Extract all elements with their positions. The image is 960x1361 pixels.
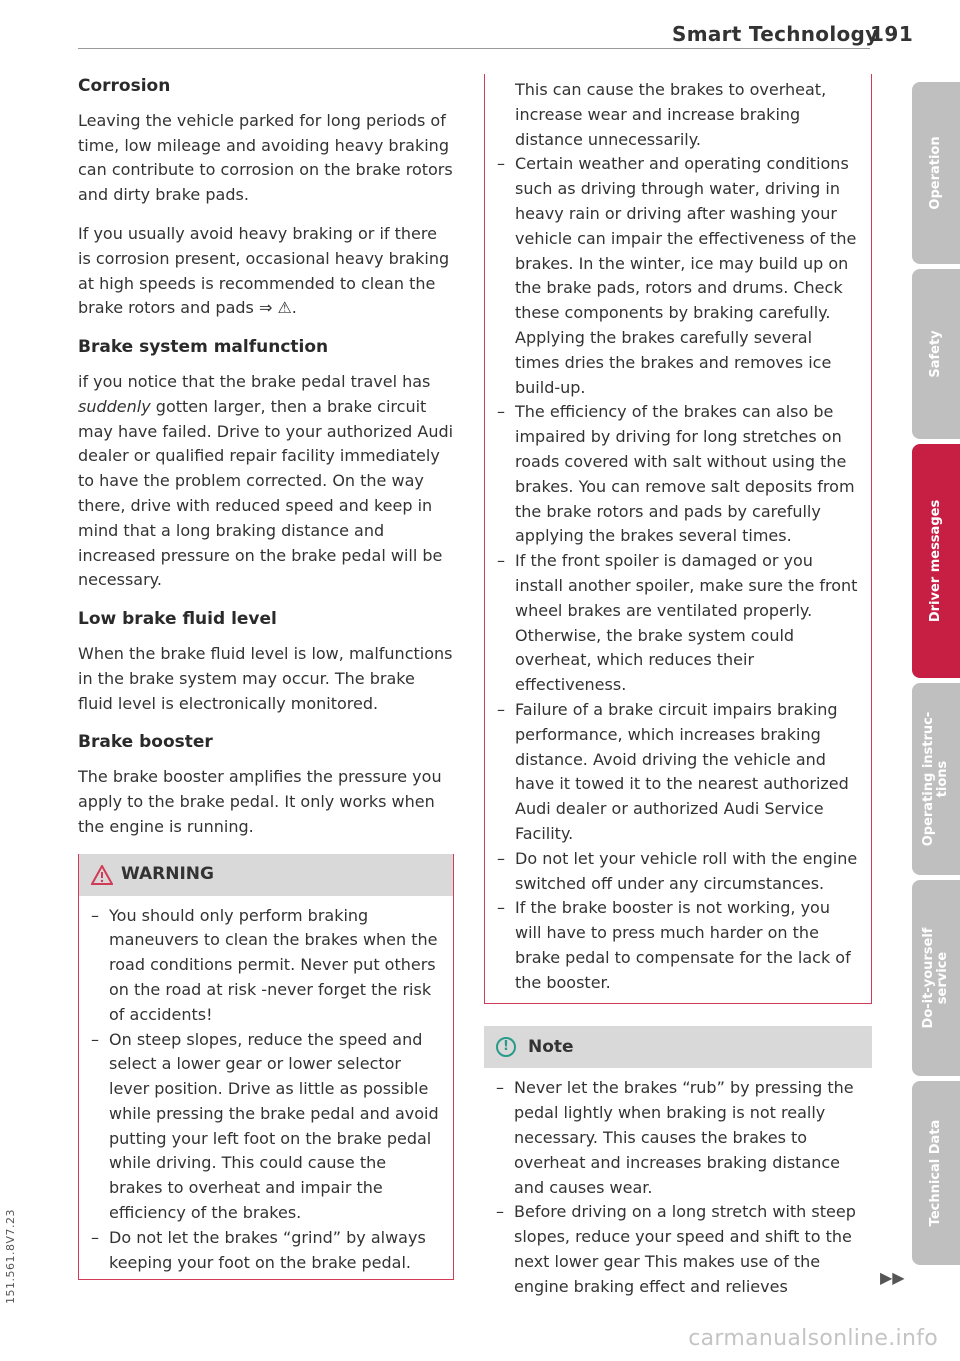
section-title: Smart Technology bbox=[672, 22, 879, 46]
right-item-5: Do not let your vehicle roll with the engine switched off under any circumstances. bbox=[515, 848, 858, 893]
list-item: – Failure of a brake circuit impairs braking performance, which increases braking distance. Avoid driving the vehicle and have it towed it to the nearest authorized Audi dealer or authorized Audi Service Facility. bbox=[497, 699, 849, 843]
note-item-1: Never let the brakes “rub” by pressing the pedal lightly when braking is not really necessary. This causes the brakes to overheat and increases braking distance and causes wear. bbox=[514, 1078, 854, 1197]
malfunction-para bbox=[78, 370, 454, 593]
note-title: Note bbox=[528, 1037, 574, 1058]
tab-technical-data[interactable] bbox=[912, 1081, 960, 1265]
tab-label: Operating instruc- tions bbox=[921, 711, 950, 847]
right-item-4: Failure of a brake circuit impairs braking performance, which increases braking distance. Avoid driving the vehicle and have it towed it to the nearest authorized Audi dealer or authorized Audi Service Facility. bbox=[515, 699, 849, 843]
list-item: – Do not let your vehicle roll with the engine switched off under any circumstances. bbox=[497, 848, 858, 893]
malfunction-lead: if you notice that the brake pedal travel has bbox=[78, 371, 431, 391]
tab-operating-instructions[interactable] bbox=[912, 683, 960, 875]
warning-item-2: On steep slopes, reduce the speed and select a lower gear or lower selector lever position. Drive as little as possible while pressing the brake pedal and avoid putting your left foot on the brake pedal while driving. This could cause the brakes to overheat and impair the efficiency of the brakes. bbox=[109, 1029, 439, 1223]
document-code: 151.561.8V7.23 bbox=[4, 1209, 17, 1304]
booster-para: The brake booster amplifies the pressure you apply to the brake pedal. It only works when the engine is running. bbox=[78, 767, 442, 836]
list-item: – If the brake booster is not working, you will have to press much harder on the brake pedal to compensate for the lack of the booster. bbox=[497, 898, 851, 992]
tab-label: Driver messages bbox=[928, 499, 943, 623]
continued-text: This can cause the brakes to overheat, increase wear and increase braking distance unnecessarily. bbox=[515, 80, 827, 149]
malfunction-heading: Brake system malfunction bbox=[78, 337, 329, 358]
right-column bbox=[484, 74, 872, 1300]
tab-safety[interactable] bbox=[912, 269, 960, 439]
tab-label: Operation bbox=[928, 136, 943, 210]
corrosion-para-2: If you usually avoid heavy braking or if there is corrosion present, occasional heavy braking at high speeds is recommended to clean the brake rotors and pads ⇒ ⚠. bbox=[78, 223, 450, 318]
list-item: – Certain weather and operating conditions such as driving through water, driving in heavy rain or driving after washing your vehicle can impair the effectiveness of the brakes. In the winter, ice may build up on the brake pads, rotors and drums. Check these components by braking carefully. Applying the brakes carefully several times dries the brakes and removes ice build-up. bbox=[497, 154, 857, 397]
list-item: – If the front spoiler is damaged or you install another spoiler, make sure the front wheel brakes are ventilated properly. Otherwise, the brake system could overheat, which reduces their effectiveness. bbox=[497, 551, 858, 695]
fluid-para: When the brake fluid level is low, malfunctions in the brake system may occur. The brake fluid level is electronically monitored. bbox=[78, 643, 453, 713]
list-item: – You should only perform braking maneuvers to clean the brakes when the road conditions permit. Never put others on the road at risk -never forget the risk of accidents! bbox=[91, 905, 438, 1024]
header-rule bbox=[78, 48, 870, 49]
warning-box bbox=[78, 854, 454, 1281]
page-number: 191 bbox=[870, 22, 914, 46]
warning-triangle-icon bbox=[91, 865, 113, 885]
left-column bbox=[78, 74, 454, 1280]
tab-label: Technical Data bbox=[928, 1119, 943, 1227]
right-item-6: If the brake booster is not working, you will have to press much harder on the brake pedal to compensate for the lack of the booster. bbox=[515, 898, 851, 992]
corrosion-heading: Corrosion bbox=[78, 76, 171, 96]
chapter-tabs bbox=[912, 82, 960, 1270]
right-item-2: The efficiency of the brakes can also be impaired by driving for long stretches on roads covered with salt without using the brakes. You can remove salt deposits from the brake rotors and pads by carefully applying the brakes several times. bbox=[515, 402, 855, 546]
tab-label: Do-it-yourself service bbox=[921, 927, 950, 1029]
warning-continuation-box bbox=[484, 74, 872, 1004]
fluid-heading: Low brake fluid level bbox=[78, 609, 277, 630]
watermark-url: carmanualsonline.info bbox=[688, 1326, 938, 1351]
list-item: – Before driving on a long stretch with steep slopes, reduce your speed and shift to the next lower gear This makes use of the engine braking effect and relieves bbox=[496, 1202, 856, 1296]
note-icon: ! bbox=[496, 1037, 516, 1057]
continue-arrow-icon: ▶▶ bbox=[880, 1268, 905, 1287]
note-item-2: Before driving on a long stretch with steep slopes, reduce your speed and shift to the next lower gear This makes use of the engine braking effect and relieves bbox=[514, 1202, 856, 1296]
note-header bbox=[484, 1026, 872, 1068]
warning-title: WARNING bbox=[121, 864, 214, 885]
warning-header bbox=[79, 854, 453, 896]
note-body bbox=[484, 1068, 872, 1299]
booster-heading: Brake booster bbox=[78, 732, 213, 753]
malfunction-emphasis: suddenly bbox=[78, 396, 151, 416]
list-item: – On steep slopes, reduce the speed and select a lower gear or lower selector lever position. Drive as little as possible while pressing the brake pedal and avoid putting your left foot on the brake pedal while driving. This could cause the brakes to overheat and impair the efficiency of the brakes. bbox=[91, 1029, 439, 1223]
tab-label: Safety bbox=[928, 330, 943, 378]
warning-item-3: Do not let the brakes “grind” by always keeping your foot on the brake pedal. bbox=[109, 1227, 426, 1272]
right-item-3: If the front spoiler is damaged or you install another spoiler, make sure the front wheel brakes are ventilated properly. Otherwise, the brake system could overheat, which reduces their effectiveness. bbox=[515, 551, 858, 695]
right-item-1: Certain weather and operating conditions such as driving through water, driving in heavy rain or driving after washing your vehicle can impair the effectiveness of the brakes. In the winter, ice may build up on the brake pads, rotors and drums. Check these components by braking carefully. Applying the brakes carefully several times dries the brakes and removes ice build-up. bbox=[515, 154, 857, 397]
list-item: – The efficiency of the brakes can also be impaired by driving for long stretches on roads covered with salt without using the brakes. You can remove salt deposits from the brake rotors and pads by carefully applying the brakes several times. bbox=[497, 402, 855, 546]
list-item: – Do not let the brakes “grind” by always keeping your foot on the brake pedal. bbox=[91, 1227, 426, 1272]
note-box bbox=[484, 1026, 872, 1299]
tab-do-it-yourself[interactable] bbox=[912, 880, 960, 1076]
warning-body bbox=[79, 896, 453, 1280]
tab-operation[interactable] bbox=[912, 82, 960, 264]
malfunction-rest: gotten larger, then a brake circuit may have failed. Drive to your authorized Audi dealer or qualified repair facility immediately to have the problem corrected. On the way there, drive with reduced speed and keep in mind that a long braking distance and increased pressure on the brake pedal will be necessary. bbox=[78, 396, 454, 590]
corrosion-para-1: Leaving the vehicle parked for long periods of time, low mileage and avoiding heavy braking can contribute to corrosion on the brake rotors and dirty brake pads. bbox=[78, 110, 453, 205]
tab-driver-messages[interactable] bbox=[912, 444, 960, 678]
list-item: – Never let the brakes “rub” by pressing the pedal lightly when braking is not really necessary. This causes the brakes to overheat and increases braking distance and causes wear. bbox=[496, 1078, 854, 1197]
warning-item-1: You should only perform braking maneuvers to clean the brakes when the road conditions permit. Never put others on the road at risk -never forget the risk of accidents! bbox=[109, 905, 438, 1024]
